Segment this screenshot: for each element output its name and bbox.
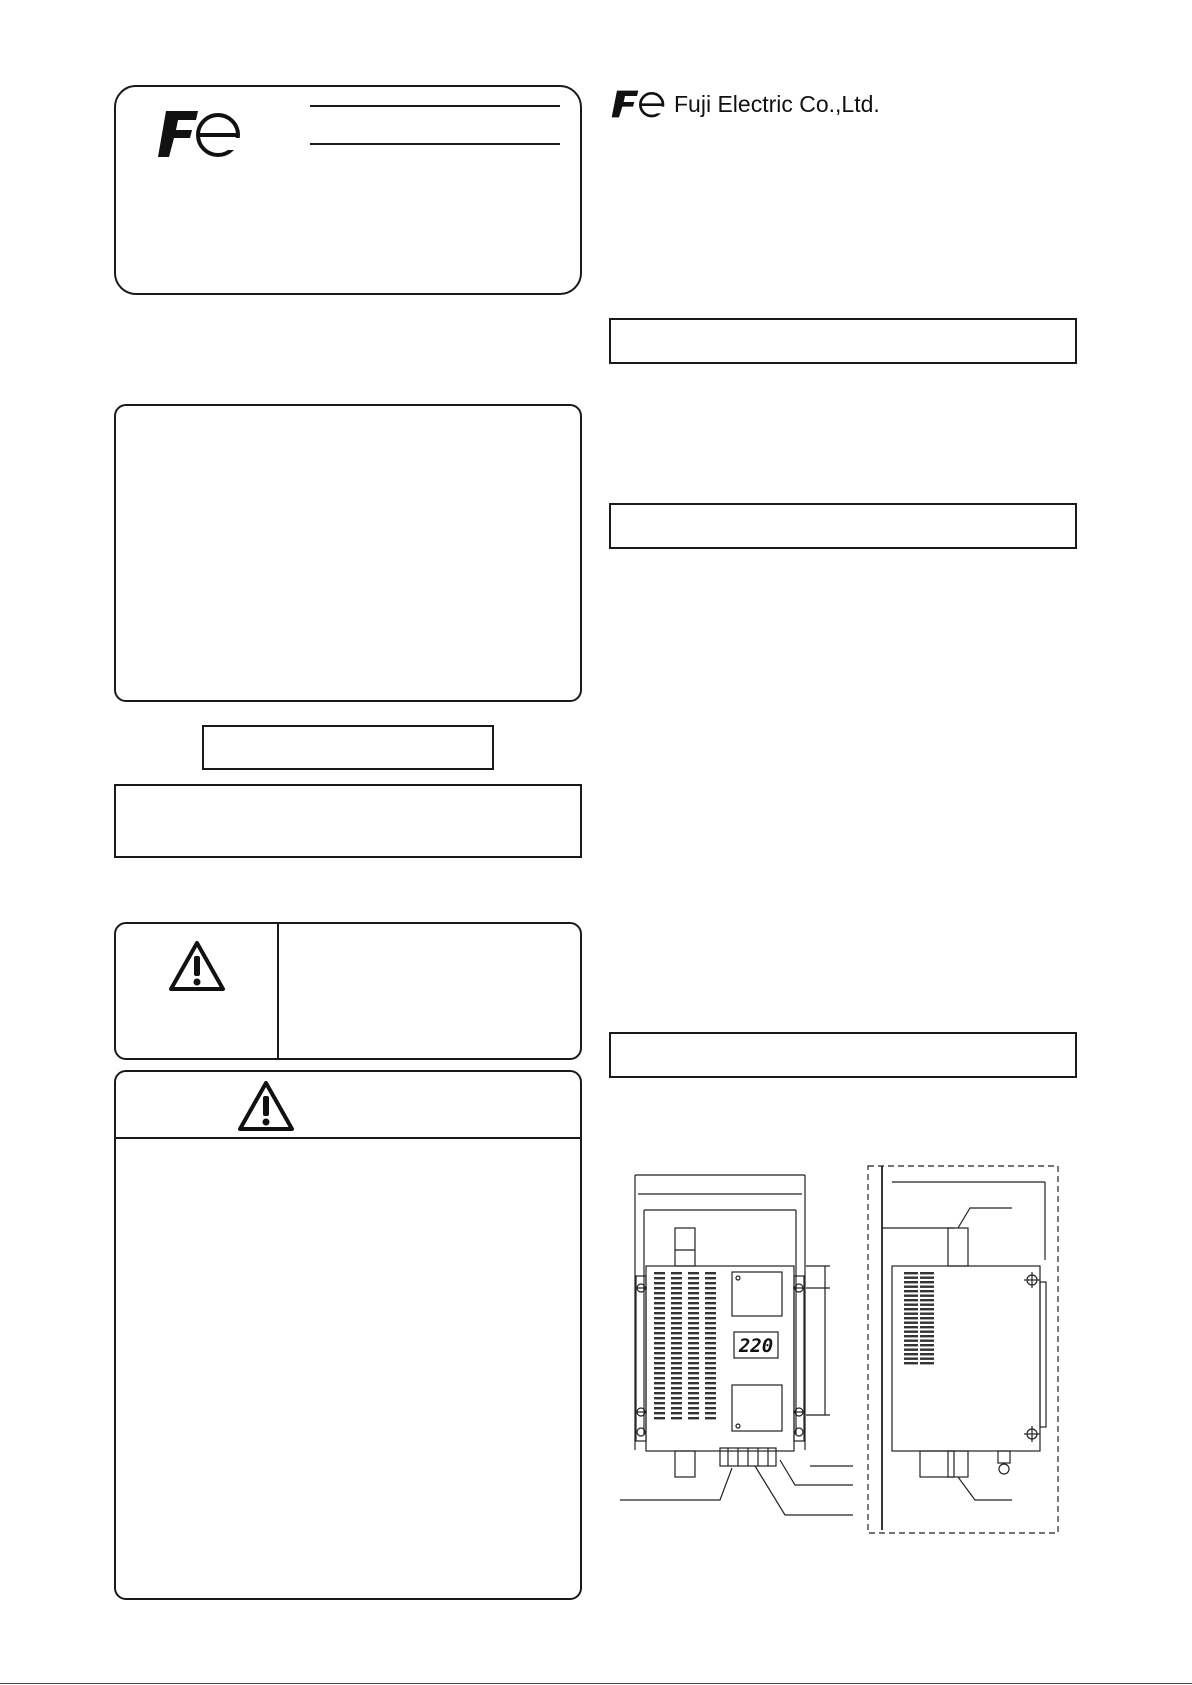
title-panel (114, 85, 582, 295)
display-reading: 220 (738, 1335, 774, 1357)
section-box-3 (609, 1032, 1077, 1078)
notice-box (114, 784, 582, 858)
content-panel (114, 404, 582, 702)
caution-box (114, 922, 582, 1060)
device-drawing-svg (620, 1160, 1070, 1540)
company-name: Fuji Electric Co.,Ltd. (674, 90, 880, 117)
front-vent-slots (654, 1272, 716, 1419)
caution-divider (277, 924, 279, 1058)
fe-logo-small (610, 88, 668, 120)
warning-triangle-icon (237, 1080, 295, 1132)
title-rule-bottom (310, 143, 560, 145)
side-vent-slots (904, 1272, 934, 1364)
section-heading-box (202, 725, 494, 770)
warning-box (114, 1070, 582, 1600)
section-box-1 (609, 318, 1077, 364)
warning-header-divider (116, 1137, 580, 1139)
device-drawing (620, 1160, 1070, 1540)
warning-triangle-icon (168, 940, 226, 992)
fe-logo (156, 105, 242, 163)
company-header (610, 86, 880, 122)
page-bottom-rule (0, 1683, 1192, 1684)
title-rule-top (310, 105, 560, 107)
section-box-2 (609, 503, 1077, 549)
